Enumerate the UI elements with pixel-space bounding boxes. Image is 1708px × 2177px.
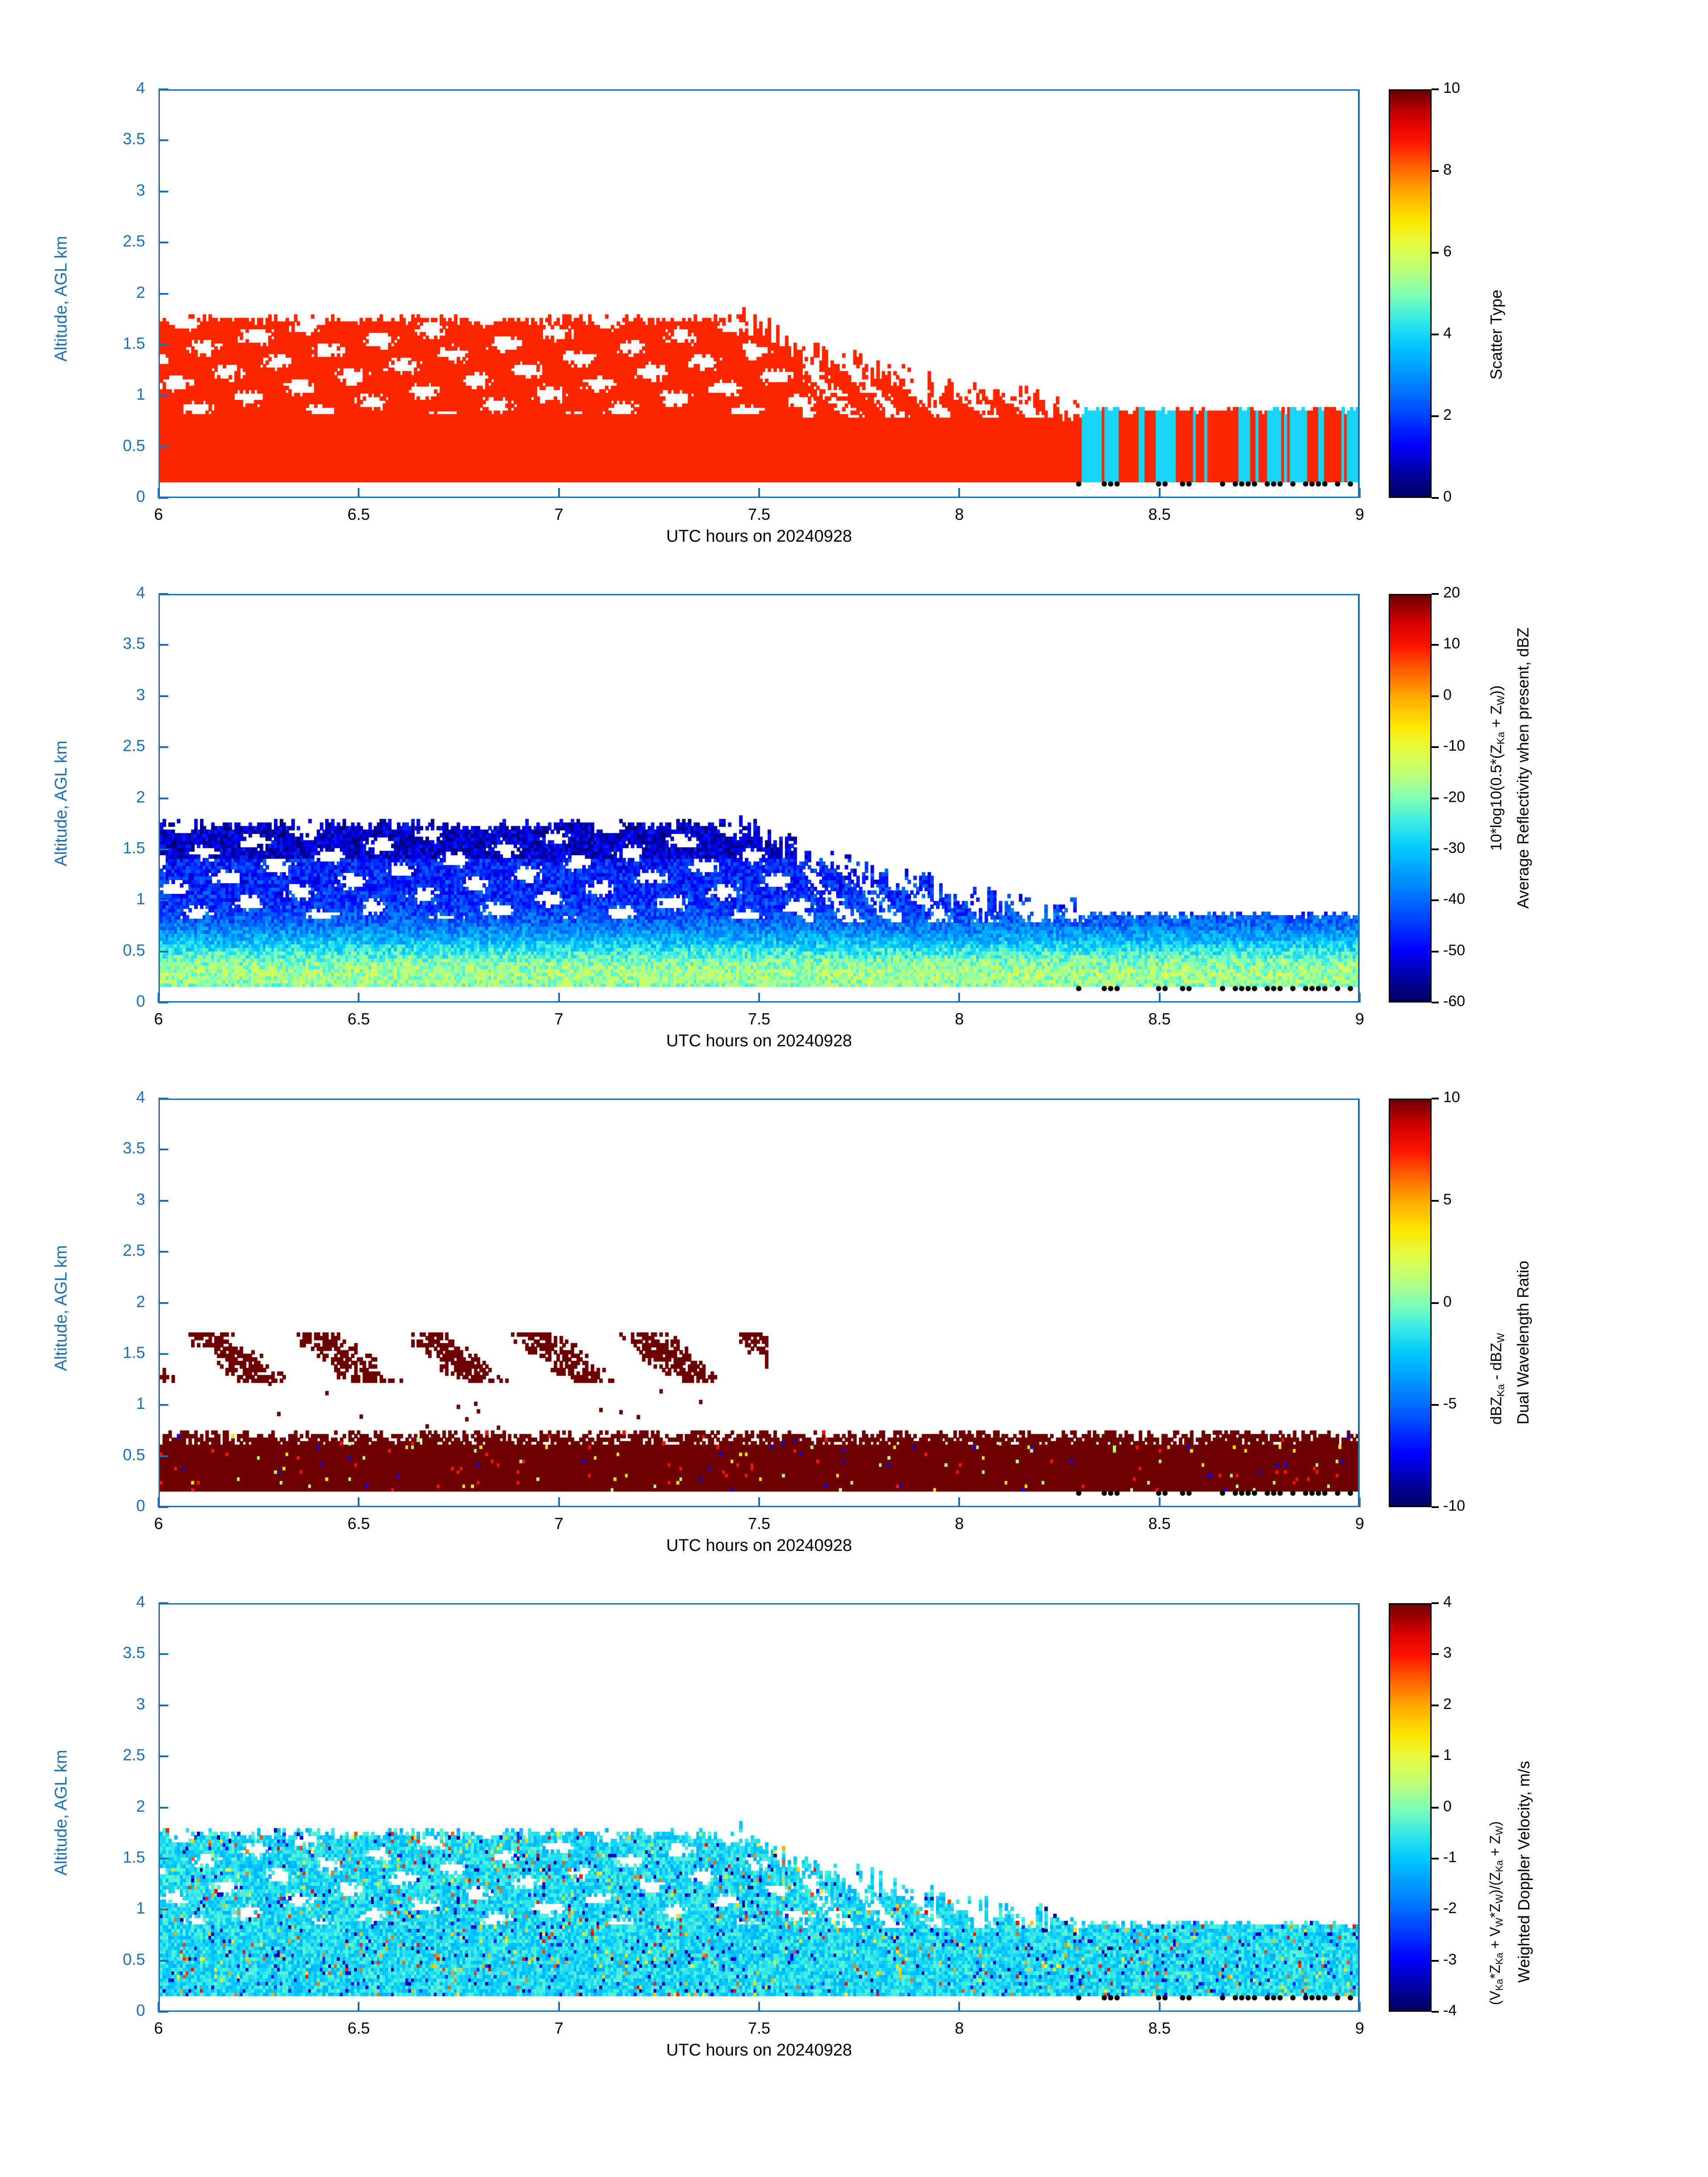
y-tick-label: 1 — [136, 1899, 145, 1918]
colorbar-tick-label: 4 — [1443, 325, 1452, 342]
colorbar-tick-mark — [1432, 746, 1439, 748]
colorbar-tick-label: -50 — [1443, 941, 1466, 959]
colorbar-tick-label: -60 — [1443, 993, 1466, 1010]
colorbar-tick-label: 0 — [1443, 488, 1452, 505]
x-tick-label: 9 — [1355, 505, 1365, 523]
colorbar-tick-label: 8 — [1443, 161, 1452, 178]
plot-area-doppler — [159, 1603, 1360, 2012]
colorbar-tick-mark — [1432, 848, 1439, 850]
x-tick-label: 8 — [955, 2019, 964, 2037]
colorbar-gradient — [1390, 1100, 1430, 1506]
colorbar-title: Scatter Type — [1487, 289, 1505, 380]
colorbar-tick-mark — [1432, 1098, 1439, 1099]
colorbar-tick-mark — [1432, 593, 1439, 595]
y-tick-mark — [159, 344, 168, 346]
x-tick-mark — [758, 2002, 760, 2012]
y-tick-label: 0 — [136, 1496, 145, 1515]
plot-area-reflectivity — [159, 594, 1360, 1003]
colorbar-tick-mark — [1432, 951, 1439, 953]
colorbar-tick-label: -2 — [1443, 1900, 1457, 1917]
y-tick-mark — [159, 1149, 168, 1150]
x-tick-mark — [358, 488, 359, 498]
colorbar-tick-mark — [1432, 1404, 1439, 1406]
colorbar-title: Weighted Doppler Velocity, m/s — [1515, 1761, 1533, 1983]
panel-doppler-velocity — [0, 1590, 1708, 2085]
heatmap-canvas-doppler — [160, 1605, 1358, 2010]
x-axis-title: UTC hours on 20240928 — [666, 1536, 852, 1555]
colorbar-tick-label: 20 — [1443, 584, 1460, 601]
x-tick-mark — [958, 1497, 960, 1507]
colorbar-tick-label: 0 — [1443, 1797, 1452, 1815]
colorbar-tick-label: 1 — [1443, 1747, 1452, 1764]
y-tick-mark — [159, 951, 168, 953]
colorbar-tick-mark — [1432, 252, 1439, 254]
y-tick-label: 1.5 — [122, 1343, 145, 1362]
y-tick-mark — [159, 1251, 168, 1253]
y-tick-mark — [159, 497, 168, 499]
y-tick-mark — [159, 88, 168, 90]
x-tick-label: 6 — [154, 1514, 163, 1533]
y-tick-mark — [159, 1705, 168, 1706]
colorbar-tick-label: 4 — [1443, 1593, 1452, 1610]
y-tick-mark — [159, 2011, 168, 2013]
colorbar-tick-label: -10 — [1443, 1497, 1466, 1514]
y-tick-label: 2 — [136, 1797, 145, 1815]
colorbar-tick-mark — [1432, 1909, 1439, 1910]
x-tick-label: 6.5 — [347, 1010, 370, 1028]
heatmap-canvas-reflectivity — [160, 595, 1358, 1001]
colorbar-tick-mark — [1432, 1653, 1439, 1655]
colorbar-gradient — [1390, 91, 1430, 497]
x-tick-mark — [758, 1497, 760, 1507]
colorbar-tick-mark — [1432, 899, 1439, 901]
colorbar-tick-mark — [1432, 1960, 1439, 1962]
x-tick-mark — [1159, 993, 1161, 1003]
x-tick-mark — [1159, 1497, 1161, 1507]
y-tick-label: 0.5 — [122, 436, 145, 455]
y-tick-mark — [159, 1302, 168, 1304]
colorbar-tick-mark — [1432, 2011, 1439, 2013]
colorbar-tick-mark — [1432, 415, 1439, 417]
y-tick-mark — [159, 695, 168, 697]
colorbar-subtitle: $10*\log 10(0.5*(Z_{Ka} + Z_W))$ — [1488, 685, 1507, 851]
x-tick-label: 8.5 — [1148, 1514, 1171, 1533]
x-axis-title: UTC hours on 20240928 — [666, 1032, 852, 1050]
y-tick-mark — [159, 293, 168, 295]
y-tick-mark — [159, 1653, 168, 1655]
panel-dual-wavelength-ratio — [0, 1085, 1708, 1581]
y-axis-title: Altitude, AGL km — [52, 740, 71, 866]
y-axis-title: Altitude, AGL km — [52, 1750, 71, 1876]
y-tick-mark — [159, 1909, 168, 1910]
right-axis-line — [1358, 1099, 1360, 1507]
y-tick-label: 3 — [136, 1694, 145, 1713]
x-tick-label: 8 — [955, 1514, 964, 1533]
y-tick-mark — [159, 1002, 168, 1003]
colorbar-tick-label: 6 — [1443, 243, 1452, 260]
colorbar-tick-label: -20 — [1443, 788, 1466, 806]
y-tick-label: 1 — [136, 1394, 145, 1413]
y-tick-mark — [159, 395, 168, 397]
y-tick-label: 4 — [136, 1088, 145, 1106]
y-axis-title: Altitude, AGL km — [52, 1245, 71, 1371]
x-tick-mark — [158, 488, 159, 498]
colorbar-tick-mark — [1432, 1755, 1439, 1757]
y-tick-mark — [159, 1755, 168, 1757]
y-tick-mark — [159, 644, 168, 646]
colorbar-tick-label: -5 — [1443, 1395, 1457, 1412]
colorbar-title — [1514, 567, 1533, 969]
x-tick-label: 7 — [554, 505, 564, 523]
x-tick-mark — [358, 2002, 359, 2012]
x-tick-label: 6 — [154, 505, 163, 523]
y-tick-label: 2 — [136, 1292, 145, 1311]
y-tick-label: 4 — [136, 79, 145, 97]
y-tick-mark — [159, 1960, 168, 1962]
y-tick-mark — [159, 242, 168, 243]
colorbar-scatter-type — [1389, 89, 1432, 498]
colorbar-tick-mark — [1432, 1602, 1439, 1604]
colorbar-tick-label: 10 — [1443, 1089, 1460, 1106]
x-tick-mark — [358, 993, 359, 1003]
x-tick-mark — [158, 2002, 159, 2012]
y-tick-mark — [159, 1098, 168, 1099]
y-tick-label: 2.5 — [122, 736, 145, 755]
y-tick-label: 0 — [136, 2001, 145, 2019]
x-tick-label: 6.5 — [347, 505, 370, 523]
x-tick-label: 9 — [1355, 1010, 1365, 1028]
x-tick-label: 9 — [1355, 2019, 1365, 2037]
x-tick-label: 8.5 — [1148, 1010, 1171, 1028]
colorbar-tick-label: 5 — [1443, 1191, 1452, 1208]
colorbar-tick-label: -10 — [1443, 737, 1466, 755]
y-tick-label: 1.5 — [122, 1847, 145, 1866]
x-tick-label: 6 — [154, 1010, 163, 1028]
x-tick-mark — [558, 1497, 560, 1507]
x-tick-mark — [958, 2002, 960, 2012]
colorbar-reflectivity — [1389, 594, 1432, 1003]
colorbar-tick-label: -3 — [1443, 1951, 1457, 1968]
colorbar-tick-mark — [1432, 695, 1439, 697]
x-tick-label: 9 — [1355, 1514, 1365, 1533]
x-tick-mark — [958, 993, 960, 1003]
colorbar-tick-mark — [1432, 1002, 1439, 1003]
x-tick-label: 8.5 — [1148, 505, 1171, 523]
colorbar-doppler — [1389, 1603, 1432, 2012]
colorbar-tick-label: 2 — [1443, 1695, 1452, 1713]
colorbar-tick-mark — [1432, 497, 1439, 499]
colorbar-subtitle: $(V_{Ka}*Z_{Ka} + V_W*Z_W)/(Z_{Ka} + Z_W)$ — [1487, 1821, 1505, 2005]
x-tick-mark — [558, 2002, 560, 2012]
colorbar-tick-mark — [1432, 88, 1439, 90]
y-tick-mark — [159, 1200, 168, 1202]
colorbar-tick-label: -30 — [1443, 839, 1466, 857]
x-tick-label: 7 — [554, 1514, 564, 1533]
y-tick-mark — [159, 899, 168, 901]
y-tick-label: 1.5 — [122, 334, 145, 352]
y-tick-label: 2.5 — [122, 1746, 145, 1764]
panel-reflectivity — [0, 581, 1708, 1076]
x-axis-title: UTC hours on 20240928 — [666, 527, 852, 546]
colorbar-gradient — [1390, 1605, 1430, 2010]
y-tick-label: 0.5 — [122, 1950, 145, 1968]
colorbar-subtitle: dBZ$_{Ka}$ - dBZ$_W$ — [1488, 1333, 1507, 1425]
y-tick-mark — [159, 1353, 168, 1355]
y-tick-label: 1 — [136, 385, 145, 404]
y-tick-label: 4 — [136, 1592, 145, 1611]
colorbar-tick-label: 2 — [1443, 406, 1452, 423]
colorbar-tick-mark — [1432, 1200, 1439, 1202]
panel-scatter-type — [0, 76, 1708, 572]
colorbar-tick-mark — [1432, 1858, 1439, 1859]
y-tick-mark — [159, 746, 168, 748]
x-tick-label: 7.5 — [748, 505, 771, 523]
y-tick-label: 1 — [136, 890, 145, 908]
y-tick-mark — [159, 1858, 168, 1859]
x-tick-mark — [558, 993, 560, 1003]
colorbar-tick-mark — [1432, 1506, 1439, 1508]
colorbar-tick-label: 3 — [1443, 1644, 1452, 1662]
colorbar-tick-mark — [1432, 798, 1439, 799]
y-tick-label: 3.5 — [122, 634, 145, 653]
x-tick-mark — [758, 488, 760, 498]
right-axis-line — [1358, 594, 1360, 1003]
x-tick-mark — [758, 993, 760, 1003]
y-tick-mark — [159, 848, 168, 850]
y-tick-mark — [159, 191, 168, 192]
x-tick-mark — [558, 488, 560, 498]
colorbar-tick-label: 0 — [1443, 686, 1452, 703]
colorbar-tick-label: 10 — [1443, 635, 1460, 652]
y-tick-mark — [159, 798, 168, 799]
y-tick-label: 3.5 — [122, 1139, 145, 1157]
y-tick-label: 1.5 — [122, 838, 145, 857]
y-tick-mark — [159, 139, 168, 141]
x-tick-mark — [358, 1497, 359, 1507]
x-tick-label: 6 — [154, 2019, 163, 2037]
y-tick-mark — [159, 1455, 168, 1457]
colorbar-tick-mark — [1432, 644, 1439, 646]
y-tick-label: 3 — [136, 180, 145, 199]
y-tick-label: 2 — [136, 787, 145, 806]
x-tick-label: 7.5 — [748, 2019, 771, 2037]
y-tick-label: 0.5 — [122, 940, 145, 959]
y-tick-mark — [159, 593, 168, 595]
y-tick-label: 0 — [136, 487, 145, 506]
y-tick-mark — [159, 1807, 168, 1809]
right-axis-line — [1358, 89, 1360, 498]
x-tick-mark — [158, 1497, 159, 1507]
x-tick-label: 6.5 — [347, 2019, 370, 2037]
colorbar-tick-mark — [1432, 1302, 1439, 1304]
x-tick-label: 8 — [955, 1010, 964, 1028]
right-axis-line — [1358, 1603, 1360, 2012]
colorbar-tick-label: -4 — [1443, 2002, 1457, 2019]
x-tick-mark — [158, 993, 159, 1003]
colorbar-tick-label: -40 — [1443, 890, 1466, 908]
y-tick-label: 4 — [136, 583, 145, 602]
y-tick-label: 2 — [136, 283, 145, 301]
colorbar-tick-mark — [1432, 334, 1439, 335]
y-tick-label: 3 — [136, 685, 145, 704]
colorbar-dwr — [1389, 1099, 1432, 1507]
x-tick-label: 6.5 — [347, 1514, 370, 1533]
y-tick-label: 0 — [136, 992, 145, 1010]
colorbar-title-line1: Average Reflectivity when present, dBZ — [1514, 627, 1532, 909]
y-tick-label: 3.5 — [122, 130, 145, 148]
colorbar-tick-mark — [1432, 1705, 1439, 1706]
colorbar-tick-mark — [1432, 1807, 1439, 1809]
heatmap-canvas-dwr — [160, 1100, 1358, 1506]
heatmap-canvas-scatter-type — [160, 91, 1358, 497]
colorbar-tick-label: -1 — [1443, 1848, 1457, 1866]
x-axis-title: UTC hours on 20240928 — [666, 2041, 852, 2060]
y-tick-label: 0.5 — [122, 1445, 145, 1464]
y-tick-label: 2.5 — [122, 232, 145, 251]
y-tick-mark — [159, 1404, 168, 1406]
y-tick-mark — [159, 1506, 168, 1508]
x-tick-label: 8.5 — [1148, 2019, 1171, 2037]
x-tick-mark — [1159, 2002, 1161, 2012]
x-tick-mark — [1159, 488, 1161, 498]
y-tick-label: 3.5 — [122, 1643, 145, 1662]
x-tick-label: 7 — [554, 1010, 564, 1028]
colorbar-title: Dual Wavelength Ratio — [1514, 1261, 1532, 1425]
plot-area-dwr — [159, 1099, 1360, 1507]
x-tick-label: 8 — [955, 505, 964, 523]
plot-area-scatter-type — [159, 89, 1360, 498]
colorbar-gradient — [1390, 595, 1430, 1001]
y-tick-label: 2.5 — [122, 1241, 145, 1260]
colorbar-tick-label: 10 — [1443, 79, 1460, 96]
x-tick-label: 7.5 — [748, 1010, 771, 1028]
y-tick-mark — [159, 446, 168, 448]
y-axis-title: Altitude, AGL km — [52, 236, 71, 362]
colorbar-tick-mark — [1432, 170, 1439, 172]
x-tick-mark — [958, 488, 960, 498]
y-tick-mark — [159, 1602, 168, 1604]
y-tick-label: 3 — [136, 1190, 145, 1208]
x-tick-label: 7.5 — [748, 1514, 771, 1533]
x-tick-label: 7 — [554, 2019, 564, 2037]
colorbar-tick-label: 0 — [1443, 1293, 1452, 1310]
